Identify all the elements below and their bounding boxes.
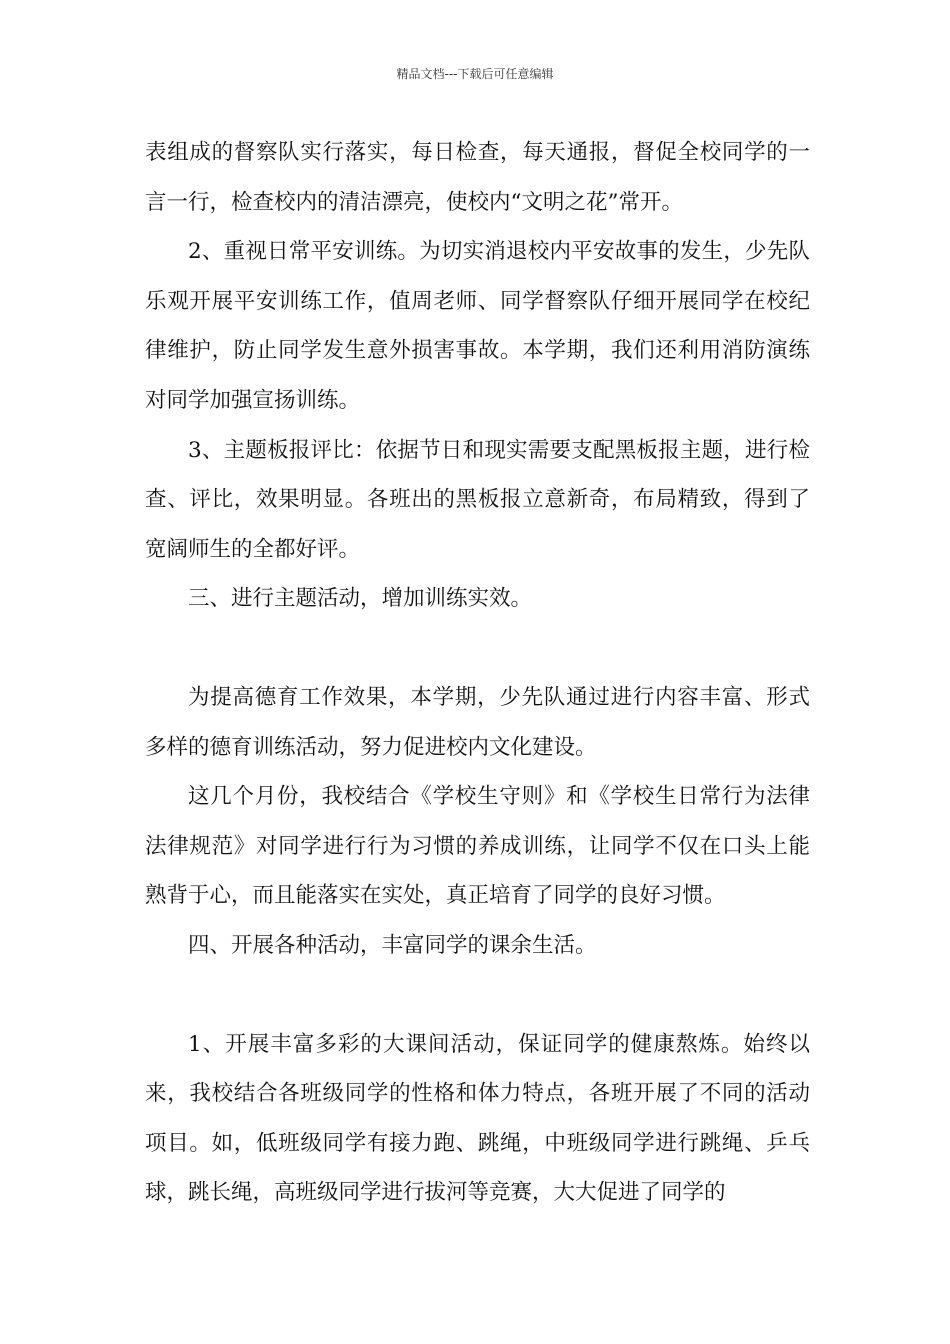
- paragraph-blackboard-contest: 3、主题板报评比：依据节日和现实需要支配黑板报主题，进行检查、评比，效果明显。各班出的黑板报立意新奇，布局精致，得到了宽阔师生的全都好评。: [145, 437, 810, 562]
- section-heading-3: 三、进行主题活动，增加训练实效。: [188, 586, 533, 612]
- section-heading-4: 四、开展各种活动，丰富同学的课余生活。: [188, 932, 597, 958]
- paragraph-moral-education: 为提高德育工作效果，本学期，少先队通过进行内容丰富、形式多样的德育训练活动，努力促进校内文化建设。: [145, 684, 810, 760]
- paragraph-safety-training: 2、重视日常平安训练。为切实消退校内平安故事的发生，少先队乐观开展平安训练工作，值周老师、同学督察队仔细开展同学在校纪律维护，防止同学发生意外损害事故。本学期，我们还利用消防演练对同学加强宣扬训练。: [145, 239, 810, 413]
- paragraph-continuation: 表组成的督察队实行落实，每日检查，每天通报，督促全校同学的一言一行，检查校内的清洁漂亮，使校内“文明之花”常开。: [145, 140, 810, 215]
- document-body: [145, 128, 810, 1218]
- paragraph-behavior-habits: 这几个月份，我校结合《学校生守则》和《学校生日常行为法律法律规范》对同学进行行为习惯的养成训练，让同学不仅在口头上能熟背于心，而且能落实在实处，真正培育了同学的良好习惯。: [145, 784, 810, 909]
- paragraph-recess-activities: 1、开展丰富多彩的大课间活动，保证同学的健康熬炼。始终以来，我校结合各班级同学的性格和体力特点，各班开展了不同的活动项目。如，低班级同学有接力跑、跳绳，中班级同学进行跳绳、乒乓球，跳长绳，高班级同学进行拔河等竞赛，大大促进了同学的: [145, 1031, 810, 1206]
- page-header: 精品文档---下载后可任意编辑: [396, 67, 554, 81]
